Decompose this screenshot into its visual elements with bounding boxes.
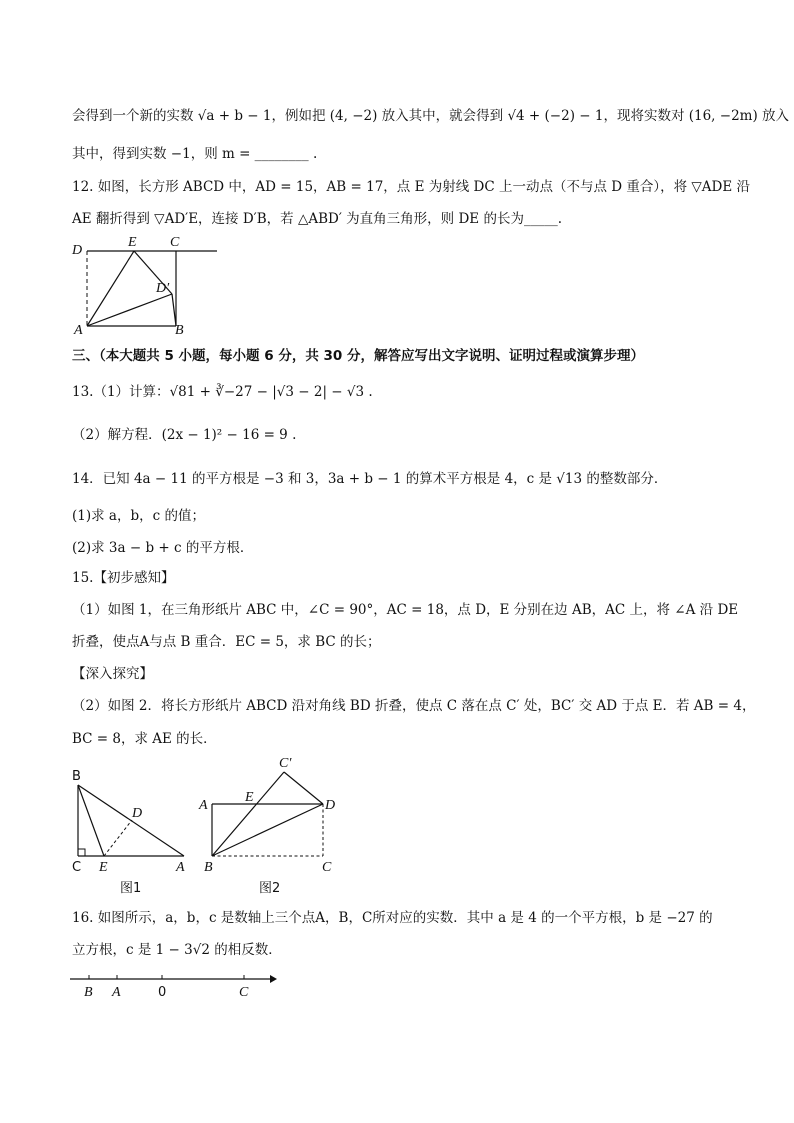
label-E: E [245, 790, 254, 805]
label-C-prime: C′ [279, 756, 292, 771]
q16-line1: 16. 如图所示，a，b，c 是数轴上三个点A，B，C所对应的实数．其中 a 是 4 的一个平方根，b 是 −27 的 [72, 910, 713, 926]
label-C: C [322, 860, 332, 875]
section-3-heading: 三、（本大题共 5 小题，每小题 6 分，共 30 分，解答应写出文字说明、证明过程或演算步理） [72, 348, 645, 364]
label-B: B [204, 860, 213, 875]
line-bd [212, 804, 323, 856]
axis-arrow [270, 975, 277, 983]
label-D: D [132, 806, 143, 821]
label-B: B [175, 323, 184, 338]
label-A: A [112, 985, 121, 1000]
q16-line2: 立方根，c 是 1 − 3√2 的相反数． [72, 942, 282, 958]
line-ad-prime [87, 294, 172, 326]
q15-explore-heading: 【深入探究】 [72, 666, 153, 682]
q11-text-line1: 会得到一个新的实数 √a + b − 1，例如把 (4, −2) 放入其中，就会得到 √4 + (−2) − 1，现将实数对 (16, −2m) 放入 [72, 108, 790, 124]
line-ae [87, 251, 134, 326]
line-d-prime-b [172, 294, 176, 326]
number-line [66, 970, 286, 1000]
label-B: B [72, 769, 81, 784]
label-C: C [239, 985, 249, 1000]
label-A: A [199, 798, 208, 813]
q12-rectangle-figure [70, 234, 230, 340]
figure-1-caption: 图1 [120, 881, 142, 896]
q14-part1: (1)求 a，b，c 的值； [72, 508, 205, 524]
q12-text-line2: AE 翻折得到 ▽AD′E，连接 D′B，若 △ABD′ 为直角三角形，则 DE 的长为_____. [72, 211, 562, 227]
label-zero: 0 [158, 985, 167, 1000]
label-C: C [170, 235, 180, 250]
q15-part1-line1: （1）如图 1，在三角形纸片 ABC 中，∠C = 90°，AC = 18，点 D，E 分别在边 AB，AC 上，将 ∠A 沿 DE [72, 602, 739, 618]
figure-2-rectangle-fold [196, 752, 356, 895]
right-angle-mark [78, 849, 85, 856]
label-C: C [72, 860, 82, 875]
label-A: A [176, 860, 185, 875]
q13-part1: 13.（1）计算：√81 + ∛−27 − |√3 − 2| − √3 . [72, 384, 373, 400]
label-E: E [99, 860, 108, 875]
label-D-prime: D′ [156, 281, 170, 296]
q15-part1-line2: 折叠，使点A与点 B 重合．EC = 5，求 BC 的长； [72, 634, 381, 650]
line-bc-prime [212, 772, 284, 856]
figure-1-triangle [66, 760, 206, 895]
q11-text-line2: 其中，得到实数 −1，则 m = ________ . [72, 146, 318, 162]
line-be [78, 785, 104, 856]
q12-text-line1: 12. 如图，长方形 ABCD 中，AD = 15，AB = 17，点 E 为射线 DC 上一动点（不与点 D 重合），将 ▽ADE 沿 [72, 179, 751, 195]
label-D: D [325, 798, 336, 813]
line-c-prime-d [284, 772, 323, 804]
q14-part2: (2)求 3a − b + c 的平方根． [72, 540, 254, 556]
line-ed-dashed [104, 820, 132, 856]
figure-2-caption: 图2 [259, 881, 281, 896]
label-E: E [128, 235, 137, 250]
q15-title: 15.【初步感知】 [72, 570, 175, 586]
q14-stem: 14．已知 4a − 11 的平方根是 −3 和 3，3a + b − 1 的算术平方根是 4，c 是 √13 的整数部分． [72, 471, 668, 487]
label-B: B [84, 985, 93, 1000]
q13-part2: （2）解方程．(2x − 1)² − 16 = 9 . [72, 427, 297, 443]
q15-part2-line2: BC = 8，求 AE 的长． [72, 731, 217, 747]
label-D: D [72, 243, 83, 258]
q15-part2-line1: （2）如图 2．将长方形纸片 ABCD 沿对角线 BD 折叠，使点 C 落在点 C′ 处，BC′ 交 AD 于点 E．若 AB = 4， [72, 698, 756, 714]
label-A: A [74, 323, 83, 338]
